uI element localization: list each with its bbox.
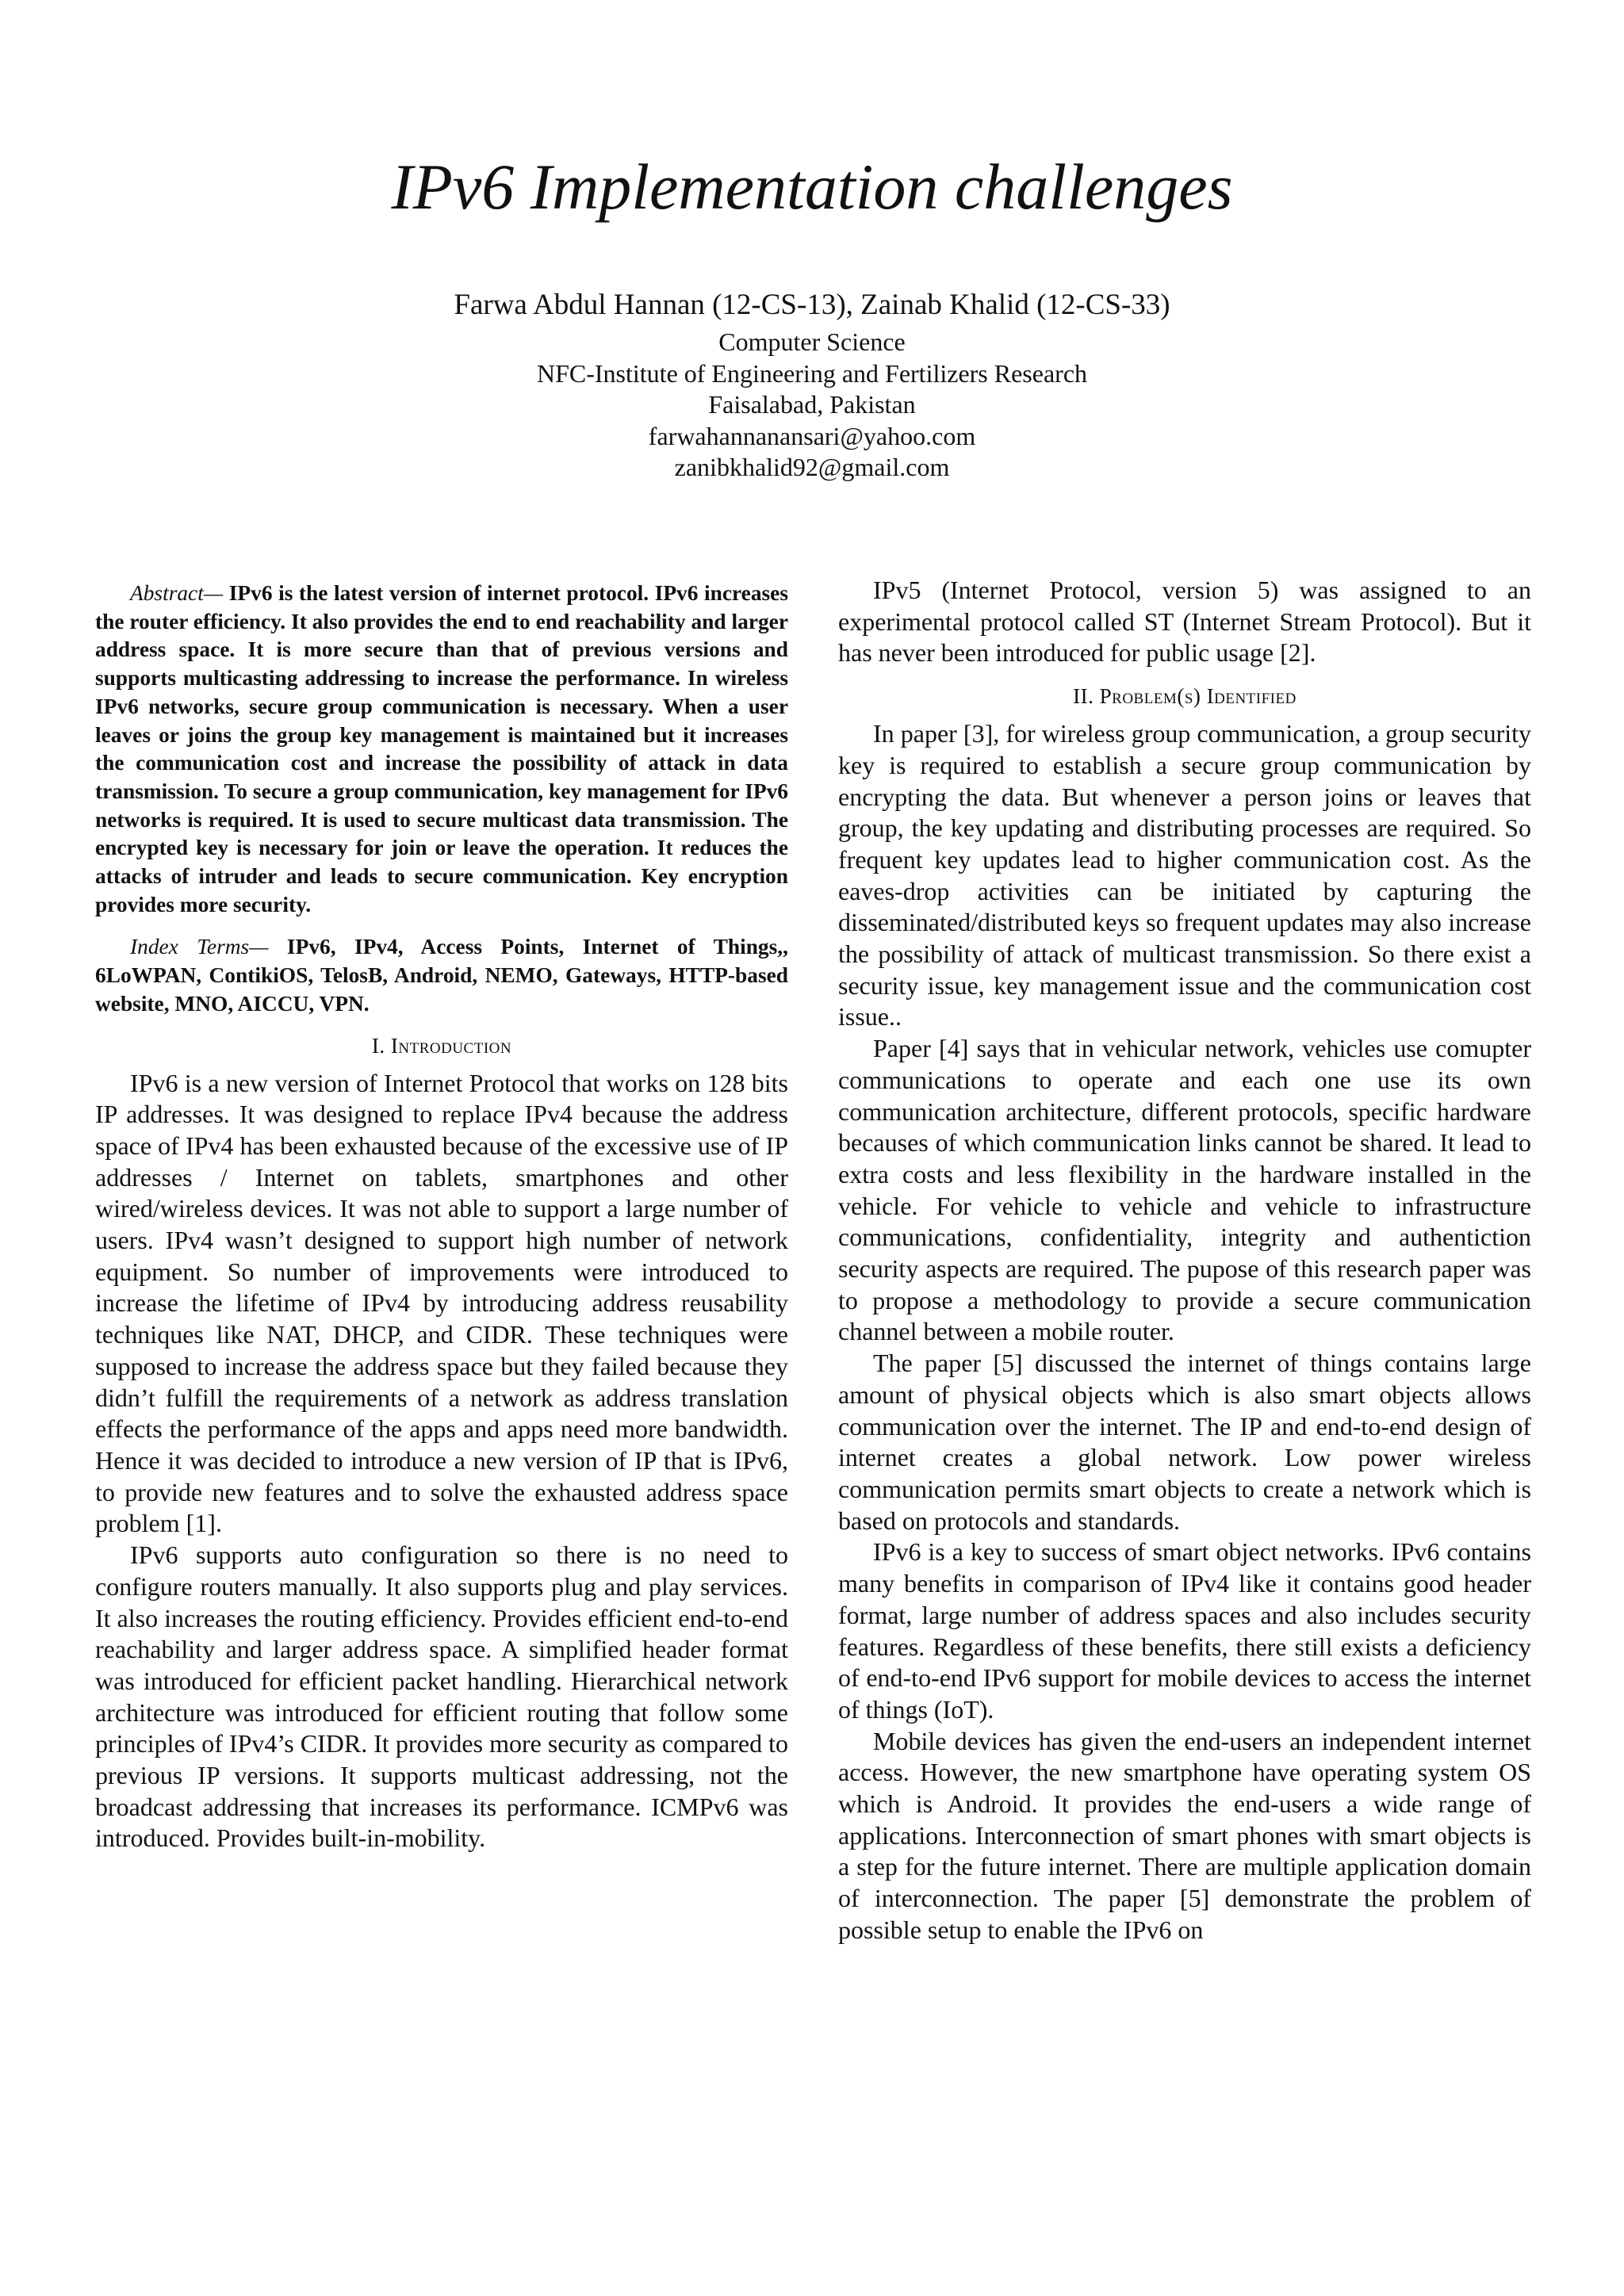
- paragraph: IPv6 is a key to success of smart object networks. IPv6 contains many benefits in comparison of IPv4 like it contains good header format, large number of address spaces and also includes security features. Regardless of these benefits, there still exists a deficiency of end-to-end IPv6 support for mobile devices to access the internet of things (IoT).: [838, 1537, 1531, 1724]
- paragraph: IPv6 is a new version of Internet Protocol that works on 128 bits IP addresses. It was designed to replace IPv4 because the address space of IPv4 has been exhausted because of the excessive use of IP addresses / Internet on tablets, smartphones and other wired/wireless devices. It was not able to support a large number of users. IPv4 wasn’t designed to support high number of network equipment. So number of improvements were introduced to increase the lifetime of IPv4 by introducing address reusability techniques like NAT, DHCP, and CIDR. These techniques were supposed to increase the address space but they failed because they didn’t fulfill the requirements of a network as address translation effects the performance of the apps and apps need more bandwidth. Hence it was decided to introduce a new version of IP that is IPv6, to provide new features and to solve the exhausted address space problem [1].: [95, 1068, 788, 1538]
- paragraph: The paper [5] discussed the internet of things contains large amount of physical objects which is also smart objects allows communication over the internet. The IP and end-to-end design of internet creates a global network. Low power wireless communication permits smart objects to create a network which is based on protocols and standards.: [838, 1349, 1531, 1535]
- abstract-label: Abstract—: [130, 581, 224, 605]
- section-heading-problems: II. Problem(s) Identified: [1073, 684, 1297, 709]
- author-email-2: zanibkhalid92@gmail.com: [674, 453, 950, 481]
- affiliation-block: [0, 327, 1624, 484]
- paragraph: In paper [3], for wireless group communication, a group security key is required to establish a secure group communication by encrypting the data. But whenever a person joins or leaves that group, the key updating and distributing processes are required. So frequent key updates lead to higher communication cost. As the eaves-drop activities can be initiated by capturing the disseminated/distributed keys so frequent updates may also increase the possibility of attack of multicast transmission. So there exist a security issue, key management issue and the communication cost issue..: [838, 719, 1531, 1031]
- institute: NFC-Institute of Engineering and Fertilizers Research: [536, 358, 1088, 388]
- paper-title: IPv6 Implementation challenges: [391, 151, 1233, 223]
- index-terms-text: IPv6, IPv4, Access Points, Internet of Things,, 6LoWPAN, ContikiOS, TelosB, Android, NEMO, Gateways, HTTP-based website, MNO, AICCU, VPN.: [95, 935, 788, 1016]
- author-email-1: farwahannanansari@yahoo.com: [648, 421, 976, 450]
- department: Computer Science: [718, 327, 906, 356]
- paragraph: IPv5 (Internet Protocol, version 5) was assigned to an experimental protocol called ST (Internet Stream Protocol). But it has never been introduced for public usage [2].: [838, 576, 1531, 668]
- abstract: [95, 580, 788, 919]
- paragraph: IPv6 supports auto configuration so there is no need to configure routers manually. It also supports plug and play services. It also increases the routing efficiency. Provides efficient end-to-end reachability and larger address space. A simplified header format was introduced for efficient packet handling. Hierarchical network architecture was introduced for efficient routing that follow some principles of IPv4’s CIDR. It provides more security as compared to previous IP versions. It supports multicast addressing, not the broadcast addressing that increases its performance. ICMPv6 was introduced. Provides built-in-mobility.: [95, 1540, 788, 1853]
- index-terms-label: Index Terms—: [130, 935, 269, 959]
- abstract-text: IPv6 is the latest version of internet protocol. IPv6 increases the router efficiency. It also provides the end to end reachability and larger address space. It is more secure than that of previous versions and supports multicasting addressing to increase the performance. In wireless IPv6 networks, secure group communication is necessary. When a user leaves or joins the group key management is maintained but it increases the communication cost and increase the possibility of attack in data transmission. To secure a group communication, key management for IPv6 networks is required. It is used to secure multicast data transmission. The encrypted key is necessary for join or leave the operation. It reduces the attacks of intruder and leads to secure communication. Key encryption provides more security.: [95, 581, 788, 916]
- author-names: Farwa Abdul Hannan (12-CS-13), Zainab Khalid (12-CS-33): [454, 289, 1170, 321]
- location: Faisalabad, Pakistan: [708, 390, 916, 419]
- index-terms: [95, 933, 788, 1018]
- paragraph: Mobile devices has given the end-users an independent internet access. However, the new smartphone have operating system OS which is Android. It provides the end-users a wide range of applications. Interconnection of smart phones with smart objects is a step for the future internet. There are multiple application domain of interconnection. The paper [5] demonstrate the problem of possible setup to enable the IPv6 on: [838, 1726, 1531, 1944]
- left-column: [95, 580, 788, 1854]
- right-column: [838, 575, 1531, 1946]
- paragraph: Paper [4] says that in vehicular network, vehicles use comupter communications to operate and each one use its own communication architecture, different protocols, specific hardware becauses of which communication links cannot be shared. It lead to extra costs and less flexibility in the hardware installed in the vehicle. For vehicle to vehicle and vehicle to infrastructure communications, confidentiality, integrity and authentiction security aspects are required. The pupose of this research paper was to propose a methodology to provide a secure communication channel between a mobile router.: [838, 1034, 1531, 1346]
- section-heading-introduction: I. Introduction: [371, 1033, 512, 1058]
